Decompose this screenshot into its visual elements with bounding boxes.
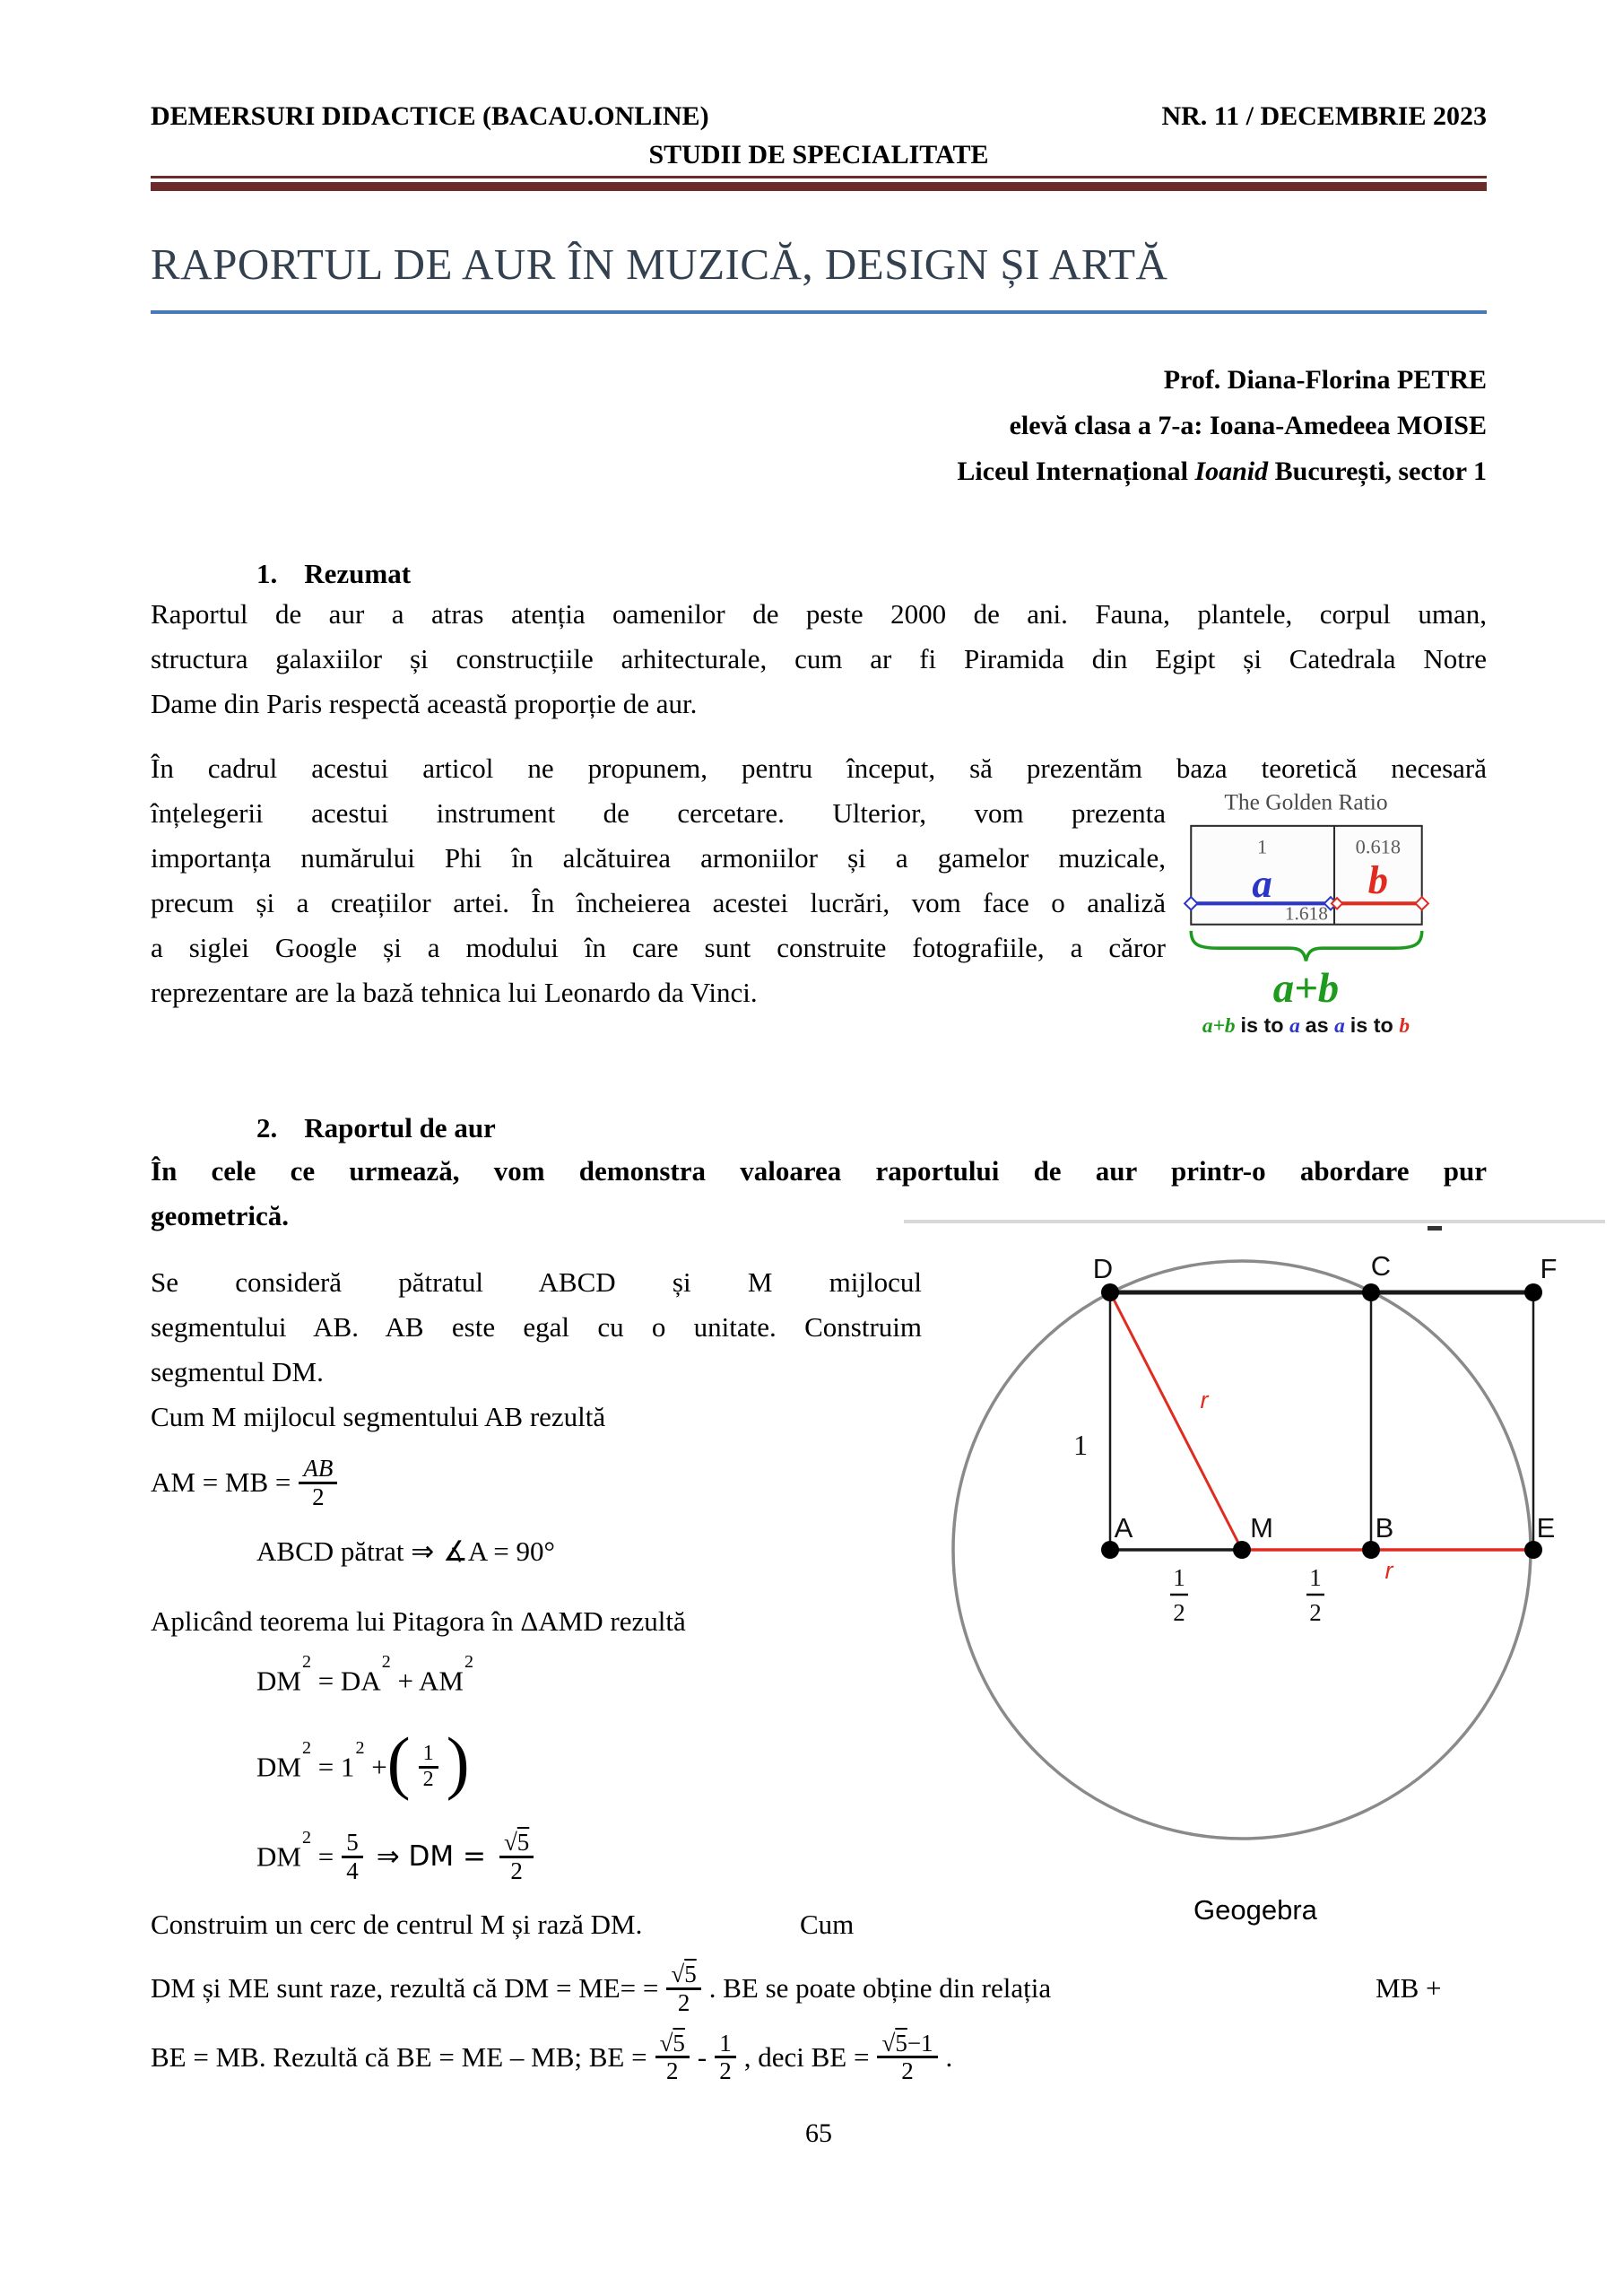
angle-symbol: ∡	[443, 1535, 468, 1568]
side-length-label: 1	[1073, 1429, 1088, 1461]
fraction-sqrt5-2: $\frac{√5}{2}$	[499, 1830, 534, 1883]
construction-paragraph	[151, 1260, 922, 1439]
author-line-1: Prof. Diana-Florina PETRE	[1163, 365, 1487, 395]
header-subtitle: STUDII DE SPECIALITATE	[648, 140, 989, 170]
golden-ratio-figure	[1182, 782, 1433, 1042]
geogebra-figure	[904, 1202, 1623, 1946]
label-e: E	[1536, 1512, 1556, 1544]
paragraph-line: a siglei Google și a modului în care sunt construite fotografiile, a căror	[151, 932, 1166, 963]
radii-line: DM și ME sunt raze, rezultă că DM = ME= = $\frac{√5}{2}$ . BE se poate obține din relația MB +	[151, 1961, 1442, 2016]
formula-dm-3: $DM^2$ = $\frac{5}{4}$ ⇒ DM = $\frac{√5}{2}$	[151, 1813, 542, 1900]
point-f	[1524, 1283, 1542, 1301]
paragraph-line: înțelegerii acestui instrument de cercetare. Ulterior, vom prezenta	[151, 797, 1166, 829]
header-journal-title: DEMERSURI DIDACTICE (BACAU.ONLINE)	[151, 101, 709, 131]
paragraph-line: În cele ce urmează, vom demonstra valoarea raportului de aur printr-o abordare pur	[151, 1155, 1487, 1187]
section2-heading	[151, 1112, 1487, 1144]
paragraph-line: Raportul de aur a atras atenția oamenilor de peste 2000 de ani. Fauna, plantele, corpul uman,	[151, 598, 1487, 630]
page-number: 65	[805, 2118, 832, 2148]
school-name-italic: Ioanid	[1194, 457, 1269, 486]
fraction-1-2: $\frac{1}{2}$	[419, 1743, 438, 1790]
label-d: D	[1092, 1253, 1114, 1284]
point-m	[1233, 1541, 1251, 1559]
section1-heading	[151, 558, 1487, 590]
implies-symbol: ⇒ DM =	[376, 1840, 486, 1873]
section2-label: Raportul de aur	[304, 1112, 496, 1144]
paragraph-line: reprezentare are la bază tehnica lui Leonardo da Vinci.	[151, 977, 758, 1008]
section2-number: 2.	[256, 1112, 278, 1144]
pitagora-line: Aplicând teorema lui Pitagora în ΔAMD rezultă	[151, 1605, 686, 1637]
label-a: a	[1252, 861, 1272, 907]
point-d	[1101, 1283, 1119, 1301]
label-a-plus-b: a+b	[1272, 965, 1340, 1013]
golden-figure-caption: a+b is to a as a is to b	[1202, 1013, 1410, 1038]
paragraph-line: importanța numărului Phi în alcătuirea armoniilor și a gamelor muzicale,	[151, 842, 1166, 874]
formula-am-mb: AM = MB = $\frac{AB}{2}$	[151, 1446, 345, 1519]
formula-abcd-square: ABCD pătrat ⇒ ∡A = 90°	[256, 1535, 555, 1568]
fraction-5-4: $\frac{5}{4}$	[342, 1830, 363, 1883]
label-f: F	[1540, 1253, 1558, 1284]
half-fraction-num: 1	[1309, 1564, 1322, 1591]
paragraph-line: geometrică.	[151, 1200, 290, 1231]
formula-dm-1: $DM^2 = DA^2 + AM^2$	[256, 1652, 473, 1697]
value-0618: 0.618	[1355, 835, 1402, 858]
half-fraction-num: 1	[1173, 1564, 1185, 1591]
value-one: 1	[1257, 835, 1268, 858]
page-title: RAPORTUL DE AUR ÎN MUZICĂ, DESIGN ȘI ARTĂ	[151, 239, 1168, 289]
line-tail-cum: Cum	[800, 1909, 855, 1940]
paragraph-line: Dame din Paris respectă această proporție de aur.	[151, 688, 698, 719]
golden-figure-title: The Golden Ratio	[1224, 788, 1388, 815]
header-rule-thin	[151, 176, 1487, 178]
title-underline	[151, 310, 1487, 314]
circle-construction-line: Construim un cerc de centrul M și rază DM. Cum	[151, 1909, 855, 1940]
screenshot-top-edge	[904, 1220, 1605, 1223]
line-tail-mb-plus: MB +	[1376, 1972, 1442, 2004]
geogebra-caption: Geogebra	[1193, 1894, 1317, 1926]
section1-number: 1.	[256, 558, 278, 589]
page-header	[151, 100, 1487, 133]
label-a: A	[1114, 1512, 1133, 1544]
fraction-sqrt5-2: $\frac{√5}{2}$	[666, 1961, 700, 2015]
paragraph-line: structura galaxiilor și construcțiile arhitecturale, cum ar fi Piramida din Egipt și Catedrala Notre	[151, 643, 1487, 674]
point-e	[1524, 1541, 1542, 1559]
implies-symbol: ⇒	[411, 1535, 444, 1568]
abstract-paragraph	[151, 592, 1487, 726]
author-block	[151, 357, 1487, 494]
paragraph-line: segmentului AB. AB este egal cu o unitate. Construim	[151, 1311, 922, 1343]
fraction-1-2: $\frac{1}{2}$	[715, 2031, 736, 2084]
radius-label-be: r	[1384, 1557, 1393, 1584]
segment-d-m-radius	[1110, 1292, 1242, 1550]
paragraph-line: segmentul DM.	[151, 1356, 324, 1387]
point-b	[1362, 1541, 1380, 1559]
fraction-ab-2: $\frac{AB}{2}$	[299, 1456, 337, 1509]
half-fraction-den: 2	[1309, 1599, 1322, 1626]
point-a	[1101, 1541, 1119, 1559]
header-rule-thick	[151, 182, 1487, 191]
label-b: B	[1375, 1512, 1394, 1544]
sum-brace	[1191, 931, 1421, 961]
author-line-3: Liceul Internațional Ioanid București, sector 1	[957, 457, 1487, 486]
paragraph-line: În cadrul acestui articol ne propunem, pentru început, să prezentăm baza teoretică necesară	[151, 752, 1487, 784]
fraction-sqrt5-minus-1-2: $\frac{√5-1}{2}$	[877, 2031, 937, 2084]
formula-dm-2: $DM^2 = 1^2$ + ( $\frac{1}{2}$ )	[256, 1723, 470, 1801]
header-issue-date: NR. 11 / DECEMBRIE 2023	[1161, 101, 1487, 131]
paragraph-line: Se consideră pătratul ABCD și M mijlocul	[151, 1266, 922, 1298]
be-result-line: BE = MB. Rezultă că BE = ME – MB; BE = $\frac{√5}{2}$ - $\frac{1}{2}$ , deci BE = $\frac{√5-1}{2}$ .	[151, 2029, 953, 2084]
point-c	[1362, 1283, 1380, 1301]
fraction-sqrt5-2: $\frac{√5}{2}$	[655, 2031, 690, 2084]
paragraph-line: precum și a creațiilor artei. În încheierea acestei lucrări, vom face o analiză	[151, 887, 1166, 918]
half-fraction-den: 2	[1173, 1599, 1185, 1626]
author-line-2: elevă clasa a 7-a: Ioana-Amedeea MOISE	[1009, 411, 1487, 440]
paragraph-line: Cum M mijlocul segmentului AB rezultă	[151, 1401, 606, 1432]
label-b: b	[1367, 857, 1389, 903]
minus-sign: -	[697, 2040, 707, 2073]
section1-label: Rezumat	[304, 558, 412, 589]
label-m: M	[1250, 1512, 1273, 1544]
label-c: C	[1370, 1250, 1392, 1282]
value-1618: 1.618	[1284, 902, 1328, 925]
screenshot-dash	[1428, 1226, 1442, 1231]
wrapped-text	[151, 791, 1166, 1015]
radius-label-dm: r	[1200, 1387, 1209, 1413]
